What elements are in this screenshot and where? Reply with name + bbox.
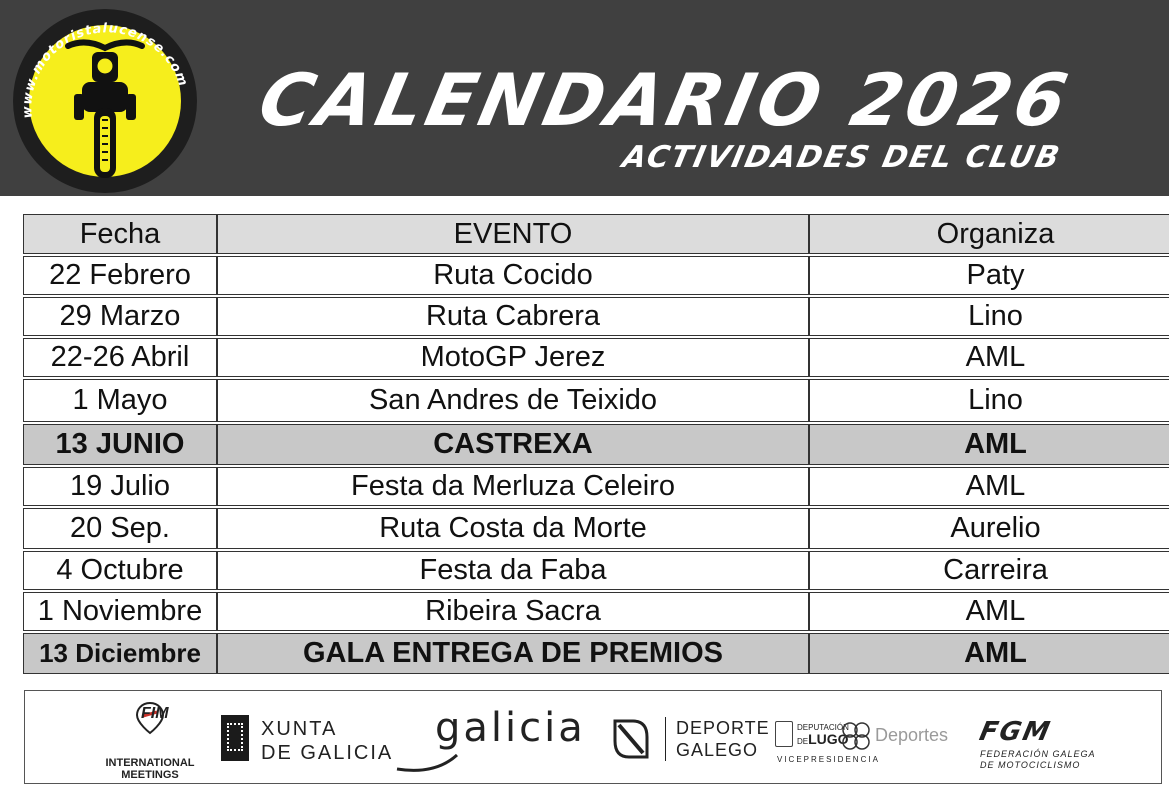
row-evento: CASTREXA bbox=[217, 424, 809, 465]
club-logo bbox=[10, 8, 200, 194]
page-subtitle: ACTIVIDADES DEL CLUB bbox=[619, 140, 1065, 175]
table-row-highlight bbox=[22, 632, 1162, 675]
table-row-highlight bbox=[22, 423, 1162, 466]
row-fecha: 4 Octubre bbox=[23, 551, 217, 590]
lugo-deportes: Deportes bbox=[875, 725, 949, 745]
row-evento: Ruta Costa da Morte bbox=[217, 508, 809, 549]
row-evento: Ruta Cabrera bbox=[217, 297, 809, 336]
row-fecha: 22 Febrero bbox=[23, 256, 217, 295]
fim-line2: MEETINGS bbox=[121, 769, 179, 781]
table-row bbox=[22, 337, 1162, 378]
row-organiza: Paty bbox=[809, 256, 1169, 295]
row-organiza: Lino bbox=[809, 379, 1169, 422]
galicia-logo: galicia bbox=[435, 705, 586, 751]
lugo-deputacion: DEPUTACIÓN bbox=[797, 723, 849, 732]
row-evento: MotoGP Jerez bbox=[217, 338, 809, 377]
deporte-line2: GALEGO bbox=[676, 740, 759, 760]
xunta-crest-icon bbox=[221, 715, 249, 761]
deporte-line1: DEPORTE bbox=[676, 718, 770, 738]
sponsors-bar bbox=[24, 690, 1162, 784]
table-header-row bbox=[22, 213, 1162, 255]
row-fecha: 20 Sep. bbox=[23, 508, 217, 549]
fim-logo bbox=[105, 701, 195, 781]
fgm-line2: DE MOTOCICLISMO bbox=[980, 760, 1081, 770]
row-organiza: AML bbox=[809, 592, 1169, 631]
table-row bbox=[22, 378, 1162, 423]
row-organiza: AML bbox=[809, 467, 1169, 506]
column-header-fecha: Fecha bbox=[23, 214, 217, 254]
xunta-line2: DE GALICIA bbox=[261, 742, 394, 764]
row-evento: Ribeira Sacra bbox=[217, 592, 809, 631]
table-row bbox=[22, 550, 1162, 591]
row-organiza: Carreira bbox=[809, 551, 1169, 590]
fgm-mark: FGM bbox=[976, 717, 1055, 747]
logo-url: www.motoristalucense.com bbox=[20, 21, 191, 119]
lugo-de: DE bbox=[797, 737, 809, 746]
fgm-logo bbox=[976, 717, 1096, 771]
table-row bbox=[22, 466, 1162, 507]
xunta-line1: XUNTA bbox=[261, 718, 338, 740]
table-row bbox=[22, 507, 1162, 550]
row-evento: San Andres de Teixido bbox=[217, 379, 809, 422]
row-fecha: 22-26 Abril bbox=[23, 338, 217, 377]
galicia-swoosh-icon bbox=[395, 749, 475, 775]
table-row bbox=[22, 255, 1162, 296]
fim-line1: INTERNATIONAL bbox=[105, 757, 195, 769]
lugo-name: LUGO bbox=[808, 731, 849, 747]
row-fecha: 13 Diciembre bbox=[23, 633, 217, 674]
row-evento: Festa da Merluza Celeiro bbox=[217, 467, 809, 506]
lugo-crest-icon bbox=[775, 721, 793, 747]
lugo-vicepresidencia: VICEPRESIDENCIA bbox=[777, 755, 880, 764]
lugo-deportes-rings-icon bbox=[841, 721, 871, 751]
row-fecha: 13 JUNIO bbox=[23, 424, 217, 465]
row-organiza: Aurelio bbox=[809, 508, 1169, 549]
fgm-line1: FEDERACIÓN GALEGA bbox=[980, 749, 1096, 759]
column-header-evento: EVENTO bbox=[217, 214, 809, 254]
row-organiza: AML bbox=[809, 338, 1169, 377]
column-header-organiza: Organiza bbox=[809, 214, 1169, 254]
table-row bbox=[22, 591, 1162, 632]
row-fecha: 1 Noviembre bbox=[23, 592, 217, 631]
header-banner bbox=[0, 0, 1169, 196]
row-evento: GALA ENTREGA DE PREMIOS bbox=[217, 633, 809, 674]
calendar-table bbox=[22, 213, 1162, 675]
row-fecha: 29 Marzo bbox=[23, 297, 217, 336]
row-organiza: AML bbox=[809, 633, 1169, 674]
row-evento: Festa da Faba bbox=[217, 551, 809, 590]
row-organiza: Lino bbox=[809, 297, 1169, 336]
table-row bbox=[22, 296, 1162, 337]
row-fecha: 19 Julio bbox=[23, 467, 217, 506]
fim-mark: FIM bbox=[141, 705, 169, 722]
page-title: CALENDARIO 2026 bbox=[251, 58, 1078, 142]
deporte-galego-icon bbox=[613, 719, 649, 759]
row-organiza: AML bbox=[809, 424, 1169, 465]
row-fecha: 1 Mayo bbox=[23, 379, 217, 422]
row-evento: Ruta Cocido bbox=[217, 256, 809, 295]
